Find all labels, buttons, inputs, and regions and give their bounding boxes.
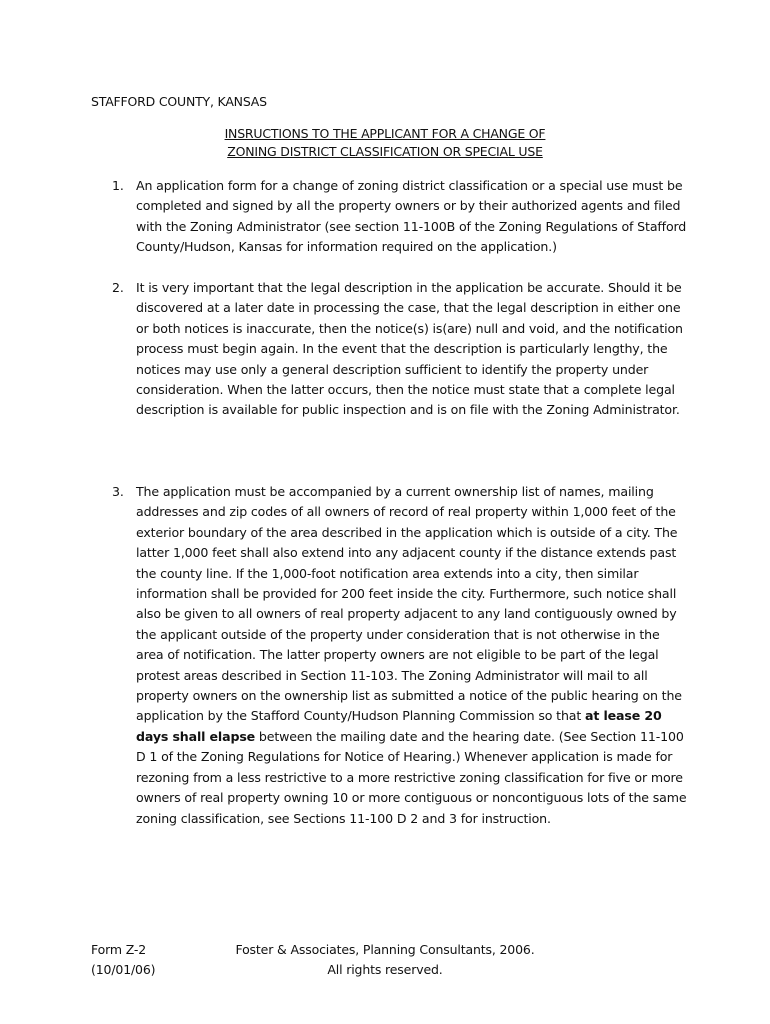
document-title: [0, 125, 770, 161]
form-identifier: [91, 940, 155, 980]
rights-line: All rights reserved.: [327, 962, 443, 977]
form-date: (10/01/06): [91, 962, 156, 977]
item-number: 1.: [112, 178, 124, 193]
copyright-notice: [226, 940, 544, 980]
instruction-item-3: [112, 482, 687, 829]
instruction-item-2: [112, 278, 687, 421]
item-text-before: The application must be accompanied by a current ownership list of names, mailing addresses and zip codes of all owners of record of real property within 1,000 feet of the exterior boundary of the area described in the application which is outside of a city. The latter 1,000 feet shall also extend into any adjacent county if the distance extends past the county line. If the 1,000-foot notification area extends into a city, then similar information shall be provided for 200 feet inside the city. Furthermore, such notice shall also be given to all owners of real property adjacent to any land contiguously owned by the applicant outside of the property under consideration that is not otherwise in the area of notification. The latter property owners are not eligible to be part of the legal protest areas described in Section 11-103. The Zoning Administrator will mail to all property owners on the ownership list as submitted a notice of the public hearing on the application by the Stafford County/Hudson Planning Commission so that: [136, 484, 682, 724]
credit-line: Foster & Associates, Planning Consultants, 2006.: [235, 942, 535, 957]
instruction-item-1: [112, 176, 687, 258]
form-id: Form Z-2: [91, 942, 147, 957]
item-text-emphasis: at lease 20 days shall elapse: [136, 708, 662, 744]
title-line-2: ZONING DISTRICT CLASSIFICATION OR SPECIAL USE: [227, 144, 543, 159]
item-text: An application form for a change of zoning district classification or a special use must be completed and signed by all the property owners or by their authorized agents and filed with the Zoning Administrator (see section 11-100B of the Zoning Regulations of Stafford County/Hudson, Kansas for information required on the application.): [136, 178, 687, 255]
title-line-1: INSRUCTIONS TO THE APPLICANT FOR A CHANGE OF: [224, 126, 546, 141]
item-text-after: between the mailing date and the hearing date. (See Section 11-100 D 1 of the Zoning Regulations for Notice of Hearing.) Whenever application is made for rezoning from a less restrictive to a more restrictive zoning classification for five or more owners of real property owning 10 or more contiguous or noncontiguous lots of the same zoning classification, see Sections 11-100 D 2 and 3 for instruction.: [136, 728, 687, 826]
item-text: [136, 482, 687, 829]
item-text: It is very important that the legal description in the application be accurate. Should it be discovered at a later date in processing the case, that the legal description in either one or both notices is inaccurate, then the notice(s) is(are) null and void, and the notification process must begin again. In the event that the description is particularly lengthy, the notices may use only a general description sufficient to identify the property under consideration. When the latter occurs, then the notice must state that a complete legal description is available for public inspection and is on file with the Zoning Administrator.: [136, 280, 683, 418]
county-heading: STAFFORD COUNTY, KANSAS: [91, 94, 267, 109]
item-number: 2.: [112, 280, 124, 295]
item-number: 3.: [112, 484, 124, 499]
